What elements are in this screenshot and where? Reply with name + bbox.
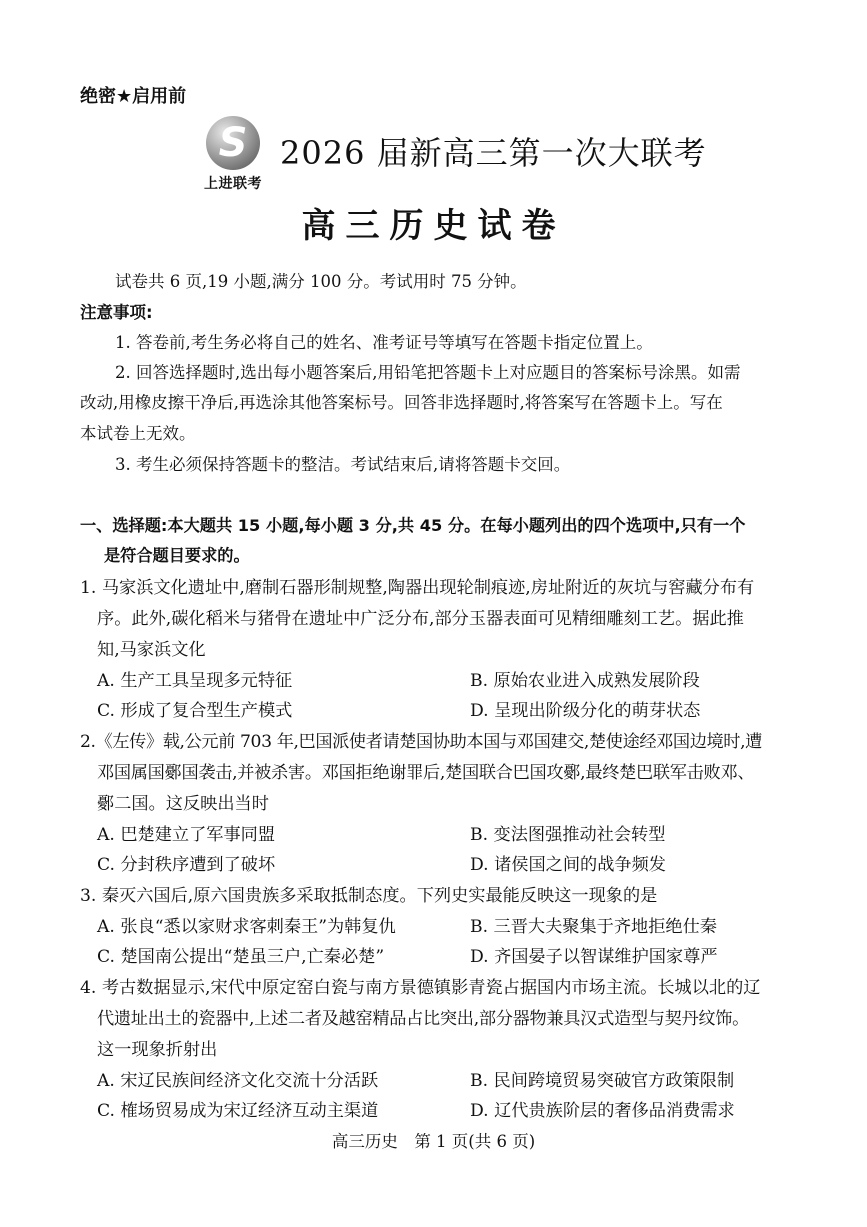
question-4-text: 4. 考古数据显示,宋代中原定窑白瓷与南方景德镇影青瓷占据国内市场主流。长城以北的辽 [80,978,761,998]
notice-heading: 注意事项: [80,303,153,322]
notice-line: 3. 考生必须保持答题卡的整洁。考试结束后,请将答题卡交回。 [115,455,571,474]
q2-option-d: D. 诸侯国之间的战争频发 [470,855,666,875]
question-2-text: 鄾二国。这反映出当时 [97,794,269,814]
page-footer: 高三历史 第 1 页(共 6 页) [331,1132,536,1151]
q3-option-b: B. 三晋大夫聚集于齐地拒绝仕秦 [470,917,717,937]
exam-title: 2026 届新高三第一次大联考 [280,134,707,172]
paper-title: 高三历史试卷 [301,206,566,246]
notice-line: 改动,用橡皮擦干净后,再选涂其他答案标号。回答非选择题时,将答案写在答题卡上。写在 [80,393,723,412]
q1-option-c: C. 形成了复合型生产模式 [97,701,293,721]
q3-option-a: A. 张良“悉以家财求客刺秦王”为韩复仇 [97,917,396,937]
section-heading-cont: 是符合题目要求的。 [104,546,250,565]
logo-text: 上进联考 [204,176,262,192]
q4-option-c: C. 榷场贸易成为宋辽经济互动主渠道 [97,1101,379,1121]
question-4-text: 代遗址出土的瓷器中,上述二者及越窑精品占比突出,部分器物兼具汉式造型与契丹纹饰。 [97,1009,750,1029]
logo-s-glyph: S [218,120,248,166]
confidential-label: 绝密★启用前 [80,86,187,107]
q2-option-c: C. 分封秩序遭到了破坏 [97,855,276,875]
question-2-text: 2.《左传》载,公元前 703 年,巴国派使者请楚国协助本国与邓国建交,楚使途经邓国边境时,遭 [80,732,762,752]
question-1-text: 1. 马家浜文化遗址中,磨制石器形制规整,陶器出现轮制痕迹,房址附近的灰坑与窖藏分布有 [80,578,755,598]
q2-option-a: A. 巴楚建立了军事同盟 [97,825,276,845]
q1-option-a: A. 生产工具呈现多元特征 [97,671,293,691]
q4-option-a: A. 宋辽民族间经济文化交流十分活跃 [97,1071,379,1091]
question-2-text: 邓国属国鄾国袭击,并被杀害。邓国拒绝谢罪后,楚国联合巴国攻鄾,最终楚巴联军击败邓、 [97,763,755,783]
notice-line: 本试卷上无效。 [80,424,196,443]
exam-info: 试卷共 6 页,19 小题,满分 100 分。考试用时 75 分钟。 [115,272,527,291]
q1-option-b: B. 原始农业进入成熟发展阶段 [470,671,700,691]
notice-line: 1. 答卷前,考生务必将自己的姓名、准考证号等填写在答题卡指定位置上。 [115,333,653,352]
q4-option-d: D. 辽代贵族阶层的奢侈品消费需求 [470,1101,735,1121]
q2-option-b: B. 变法图强推动社会转型 [470,825,666,845]
section-heading: 一、选择题:本大题共 15 小题,每小题 3 分,共 45 分。在每小题列出的四个选项中,只有一个 [80,516,746,535]
q3-option-d: D. 齐国晏子以智谋维护国家尊严 [470,947,718,967]
q3-option-c: C. 楚国南公提出“楚虽三户,亡秦必楚” [97,947,385,967]
question-3-text: 3. 秦灭六国后,原六国贵族多采取抵制态度。下列史实最能反映这一现象的是 [80,886,658,906]
question-4-text: 这一现象折射出 [97,1040,218,1060]
q1-option-d: D. 呈现出阶级分化的萌芽状态 [470,701,701,721]
q4-option-b: B. 民间跨境贸易突破官方政策限制 [470,1071,735,1091]
exam-logo [200,116,266,192]
question-1-text: 知,马家浜文化 [97,640,206,660]
notice-line: 2. 回答选择题时,选出每小题答案后,用铅笔把答题卡上对应题目的答案标号涂黑。如需 [115,363,741,382]
question-1-text: 序。此外,碳化稻米与猪骨在遗址中广泛分布,部分玉器表面可见精细雕刻工艺。据此推 [97,609,744,629]
